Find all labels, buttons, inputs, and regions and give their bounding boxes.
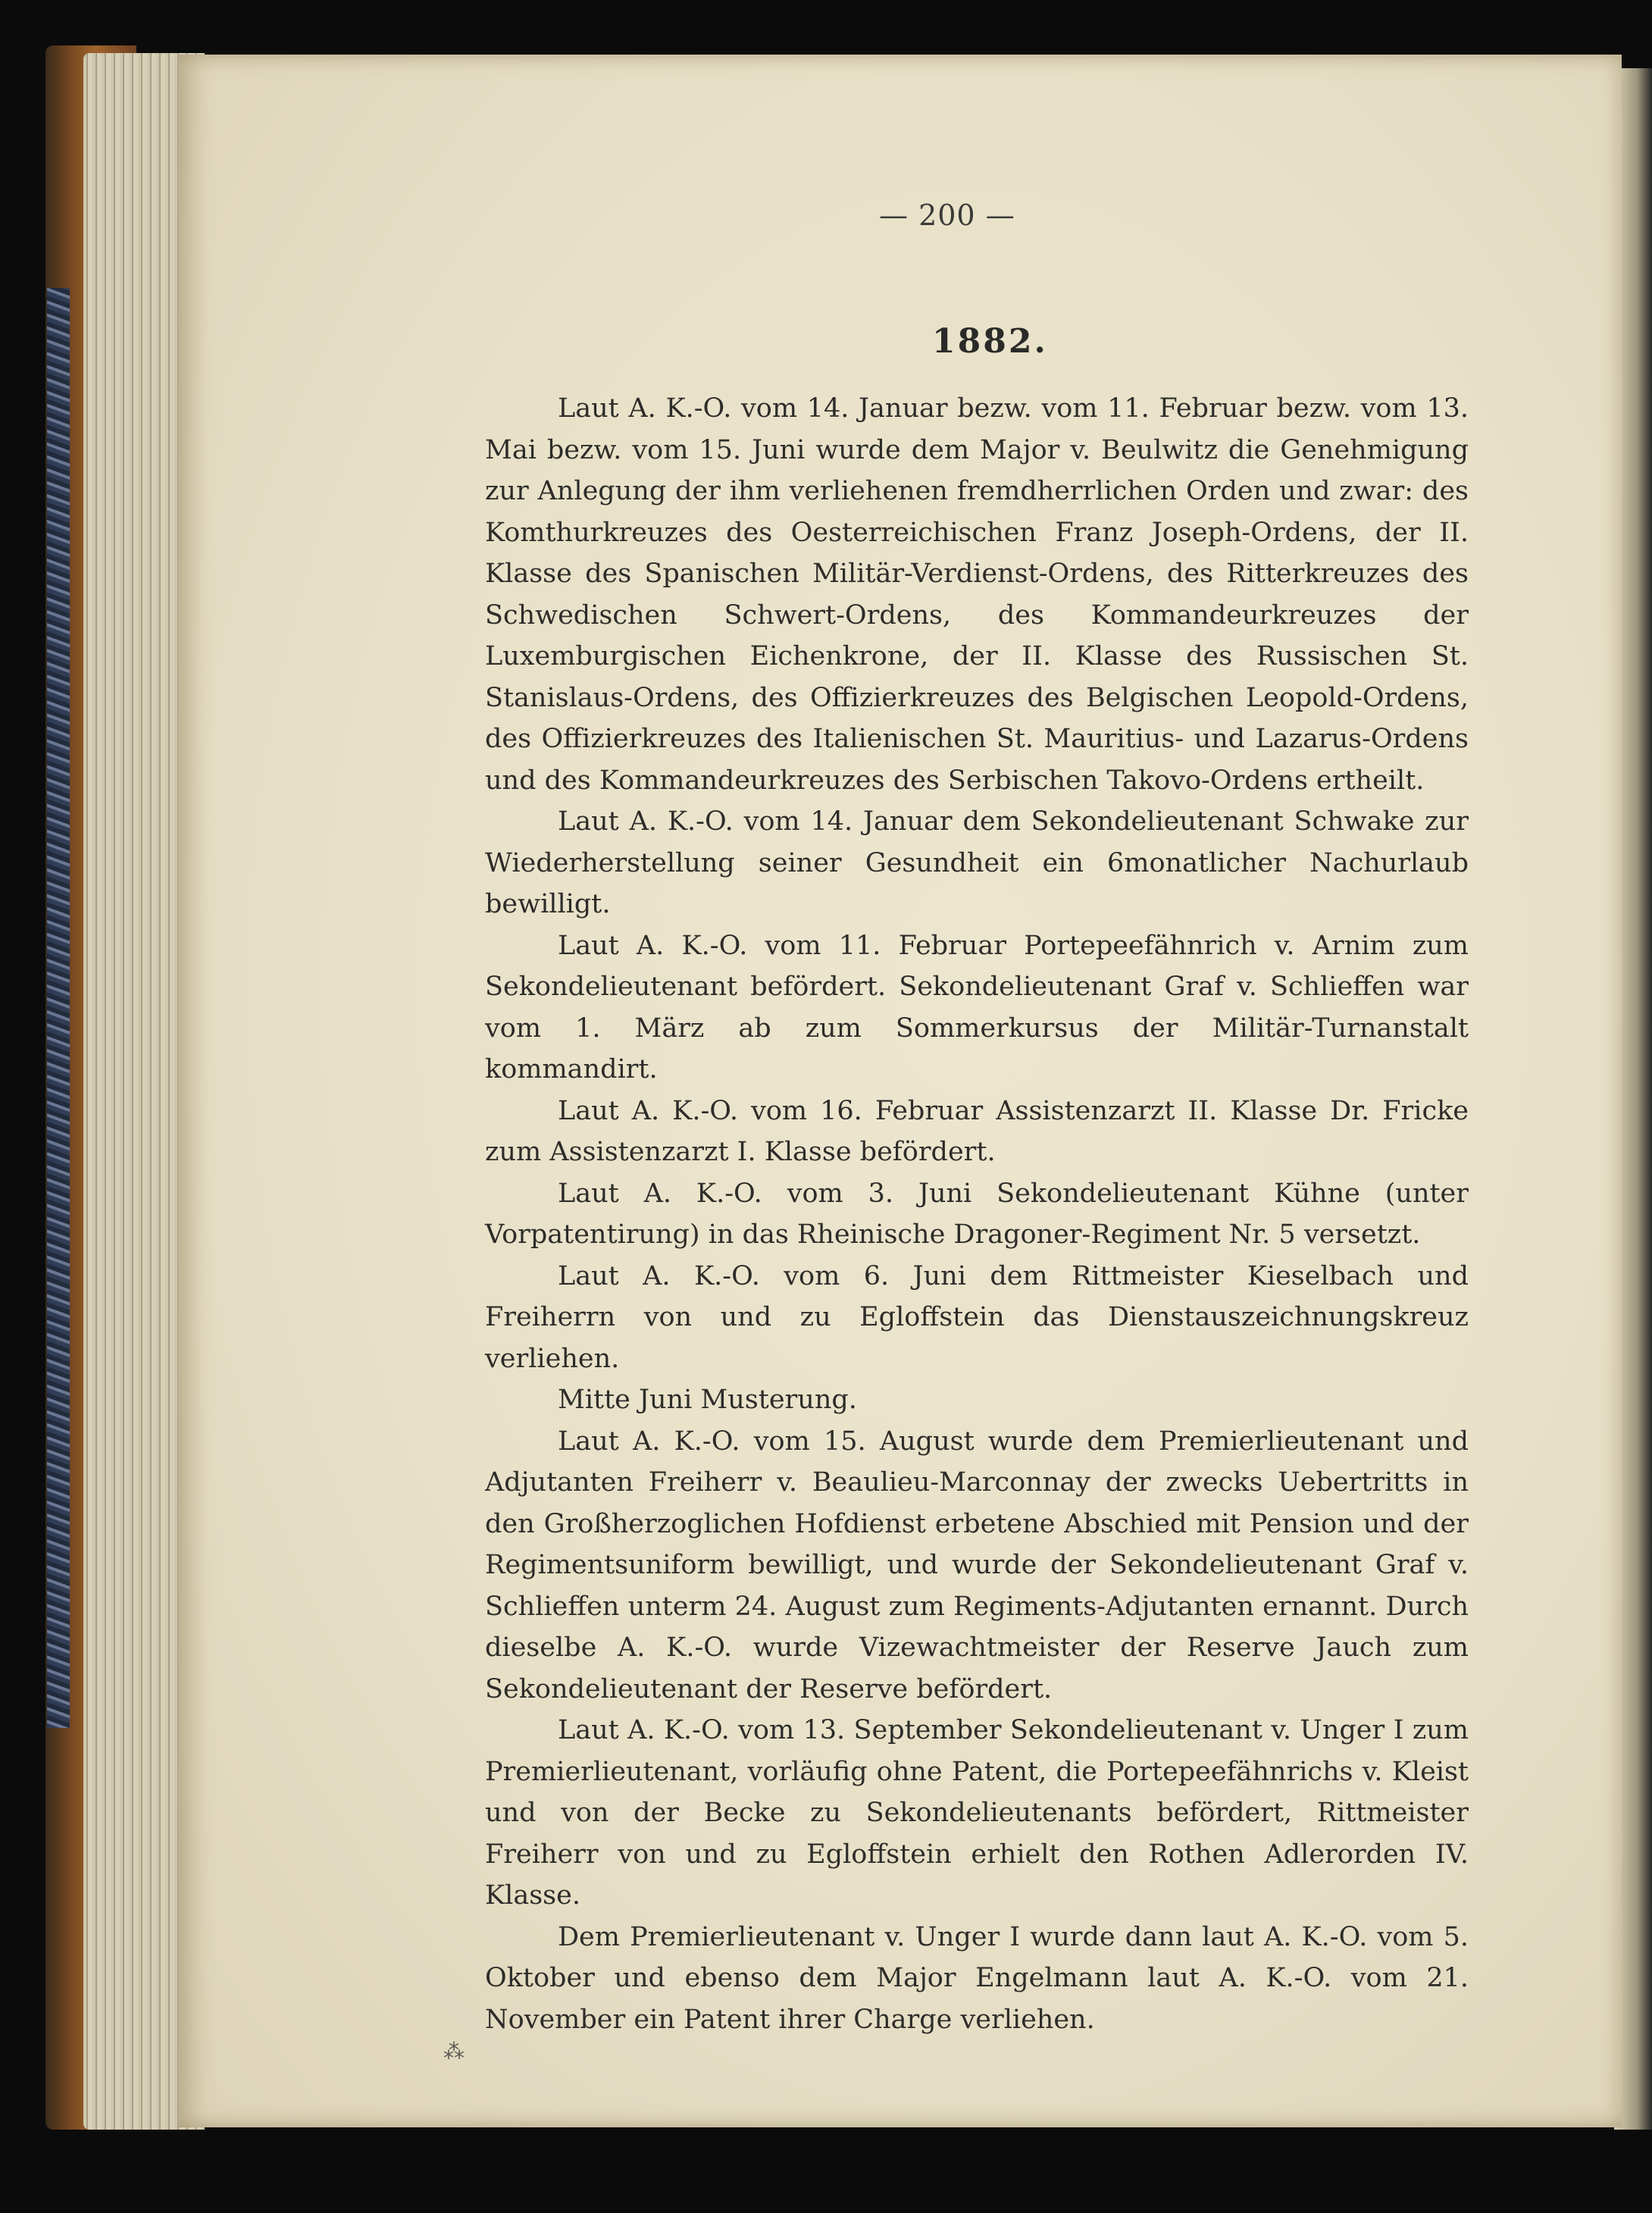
paragraph: Laut A. K.-O. vom 3. Juni Sekondelieutenant Kühne (unter Vorpatentirung) in das Rheinische Dragoner-Regiment Nr. 5 versetzt. — [485, 1178, 1469, 1250]
paragraph: Laut A. K.-O. vom 14. Januar bezw. vom 11. Februar bezw. vom 13. Mai bezw. vom 15. Juni wurde dem Major v. Beulwitz die Genehmigung zur Anlegung der ihm verliehenen fremdherrlichen Orden und zwar: des Komthurkreuzes des Oesterreichischen Franz Joseph-Ordens, der II. Klasse des Spanischen Militär-Verdienst-Ordens, des Ritterkreuzes des Schwedischen Schwert-Ordens, des Kommandeurkreuzes der Luxemburgischen Eichenkrone, der II. Klasse des Russischen St. Stanislaus-Ordens, des Offizierkreuzes des Belgischen Leopold-Ordens, des Offizierkreuzes des Italienischen St. Mauritius- und Lazarus-Ordens und des Kommandeurkreuzes des Serbischen Takovo-Ordens ertheilt. — [485, 393, 1469, 796]
paragraph: Laut A. K.-O. vom 6. Juni dem Rittmeister Kieselbach und Freiherrn von und zu Egloffstein das Dienstauszeichnungskreuz verliehen. — [485, 1260, 1469, 1374]
page-number: — 200 — — [879, 199, 1015, 232]
paragraph: Mitte Juni Musterung. — [558, 1385, 857, 1415]
paragraph: Dem Premierlieutenant v. Unger I wurde dann laut A. K.-O. vom 5. Oktober und ebenso dem Major Engelmann laut A. K.-O. vom 21. November ein Patent ihrer Charge verliehen. — [485, 1921, 1469, 2035]
ink-smudge-icon: ⁂ — [443, 2039, 465, 2064]
paragraph: Laut A. K.-O. vom 14. Januar dem Sekondelieutenant Schwake zur Wiederherstellung seiner Gesundheit ein 6monatlicher Nachurlaub bewilligt. — [485, 806, 1469, 919]
page-body-text — [485, 388, 1469, 2040]
paragraph: Laut A. K.-O. vom 11. Februar Portepeefähnrich v. Arnim zum Sekondelieutenant befördert. Sekondelieutenant Graf v. Schlieffen war vom 1. März ab zum Sommerkursus der Militär-Turnanstalt kommandirt. — [485, 930, 1469, 1085]
marbled-endpaper — [47, 288, 70, 1728]
paragraph: Laut A. K.-O. vom 13. September Sekondelieutenant v. Unger I zum Premierlieutenant, vorläufig ohne Patent, die Portepeefähnrichs v. Kleist und von der Becke zu Sekondelieutenants befördert, Rittmeister Freiherr von und zu Egloffstein erhielt den Rothen Adlerorden IV. Klasse. — [485, 1715, 1469, 1911]
section-year-heading: 1882. — [932, 322, 1048, 361]
paragraph: Laut A. K.-O. vom 15. August wurde dem Premierlieutenant und Adjutanten Freiherr v. Beaulieu-Marconnay der zwecks Uebertritts in den Großherzoglichen Hofdienst erbetene Abschied mit Pension und der Regimentsuniform bewilligt, und wurde der Sekondelieutenant Graf v. Schlieffen unterm 24. August zum Regiments-Adjutanten ernannt. Durch dieselbe A. K.-O. wurde Vizewachtmeister der Reserve Jauch zum Sekondelieutenant der Reserve befördert. — [485, 1426, 1469, 1704]
paragraph: Laut A. K.-O. vom 16. Februar Assistenzarzt II. Klasse Dr. Fricke zum Assistenzarzt I. Klasse befördert. — [485, 1095, 1469, 1167]
